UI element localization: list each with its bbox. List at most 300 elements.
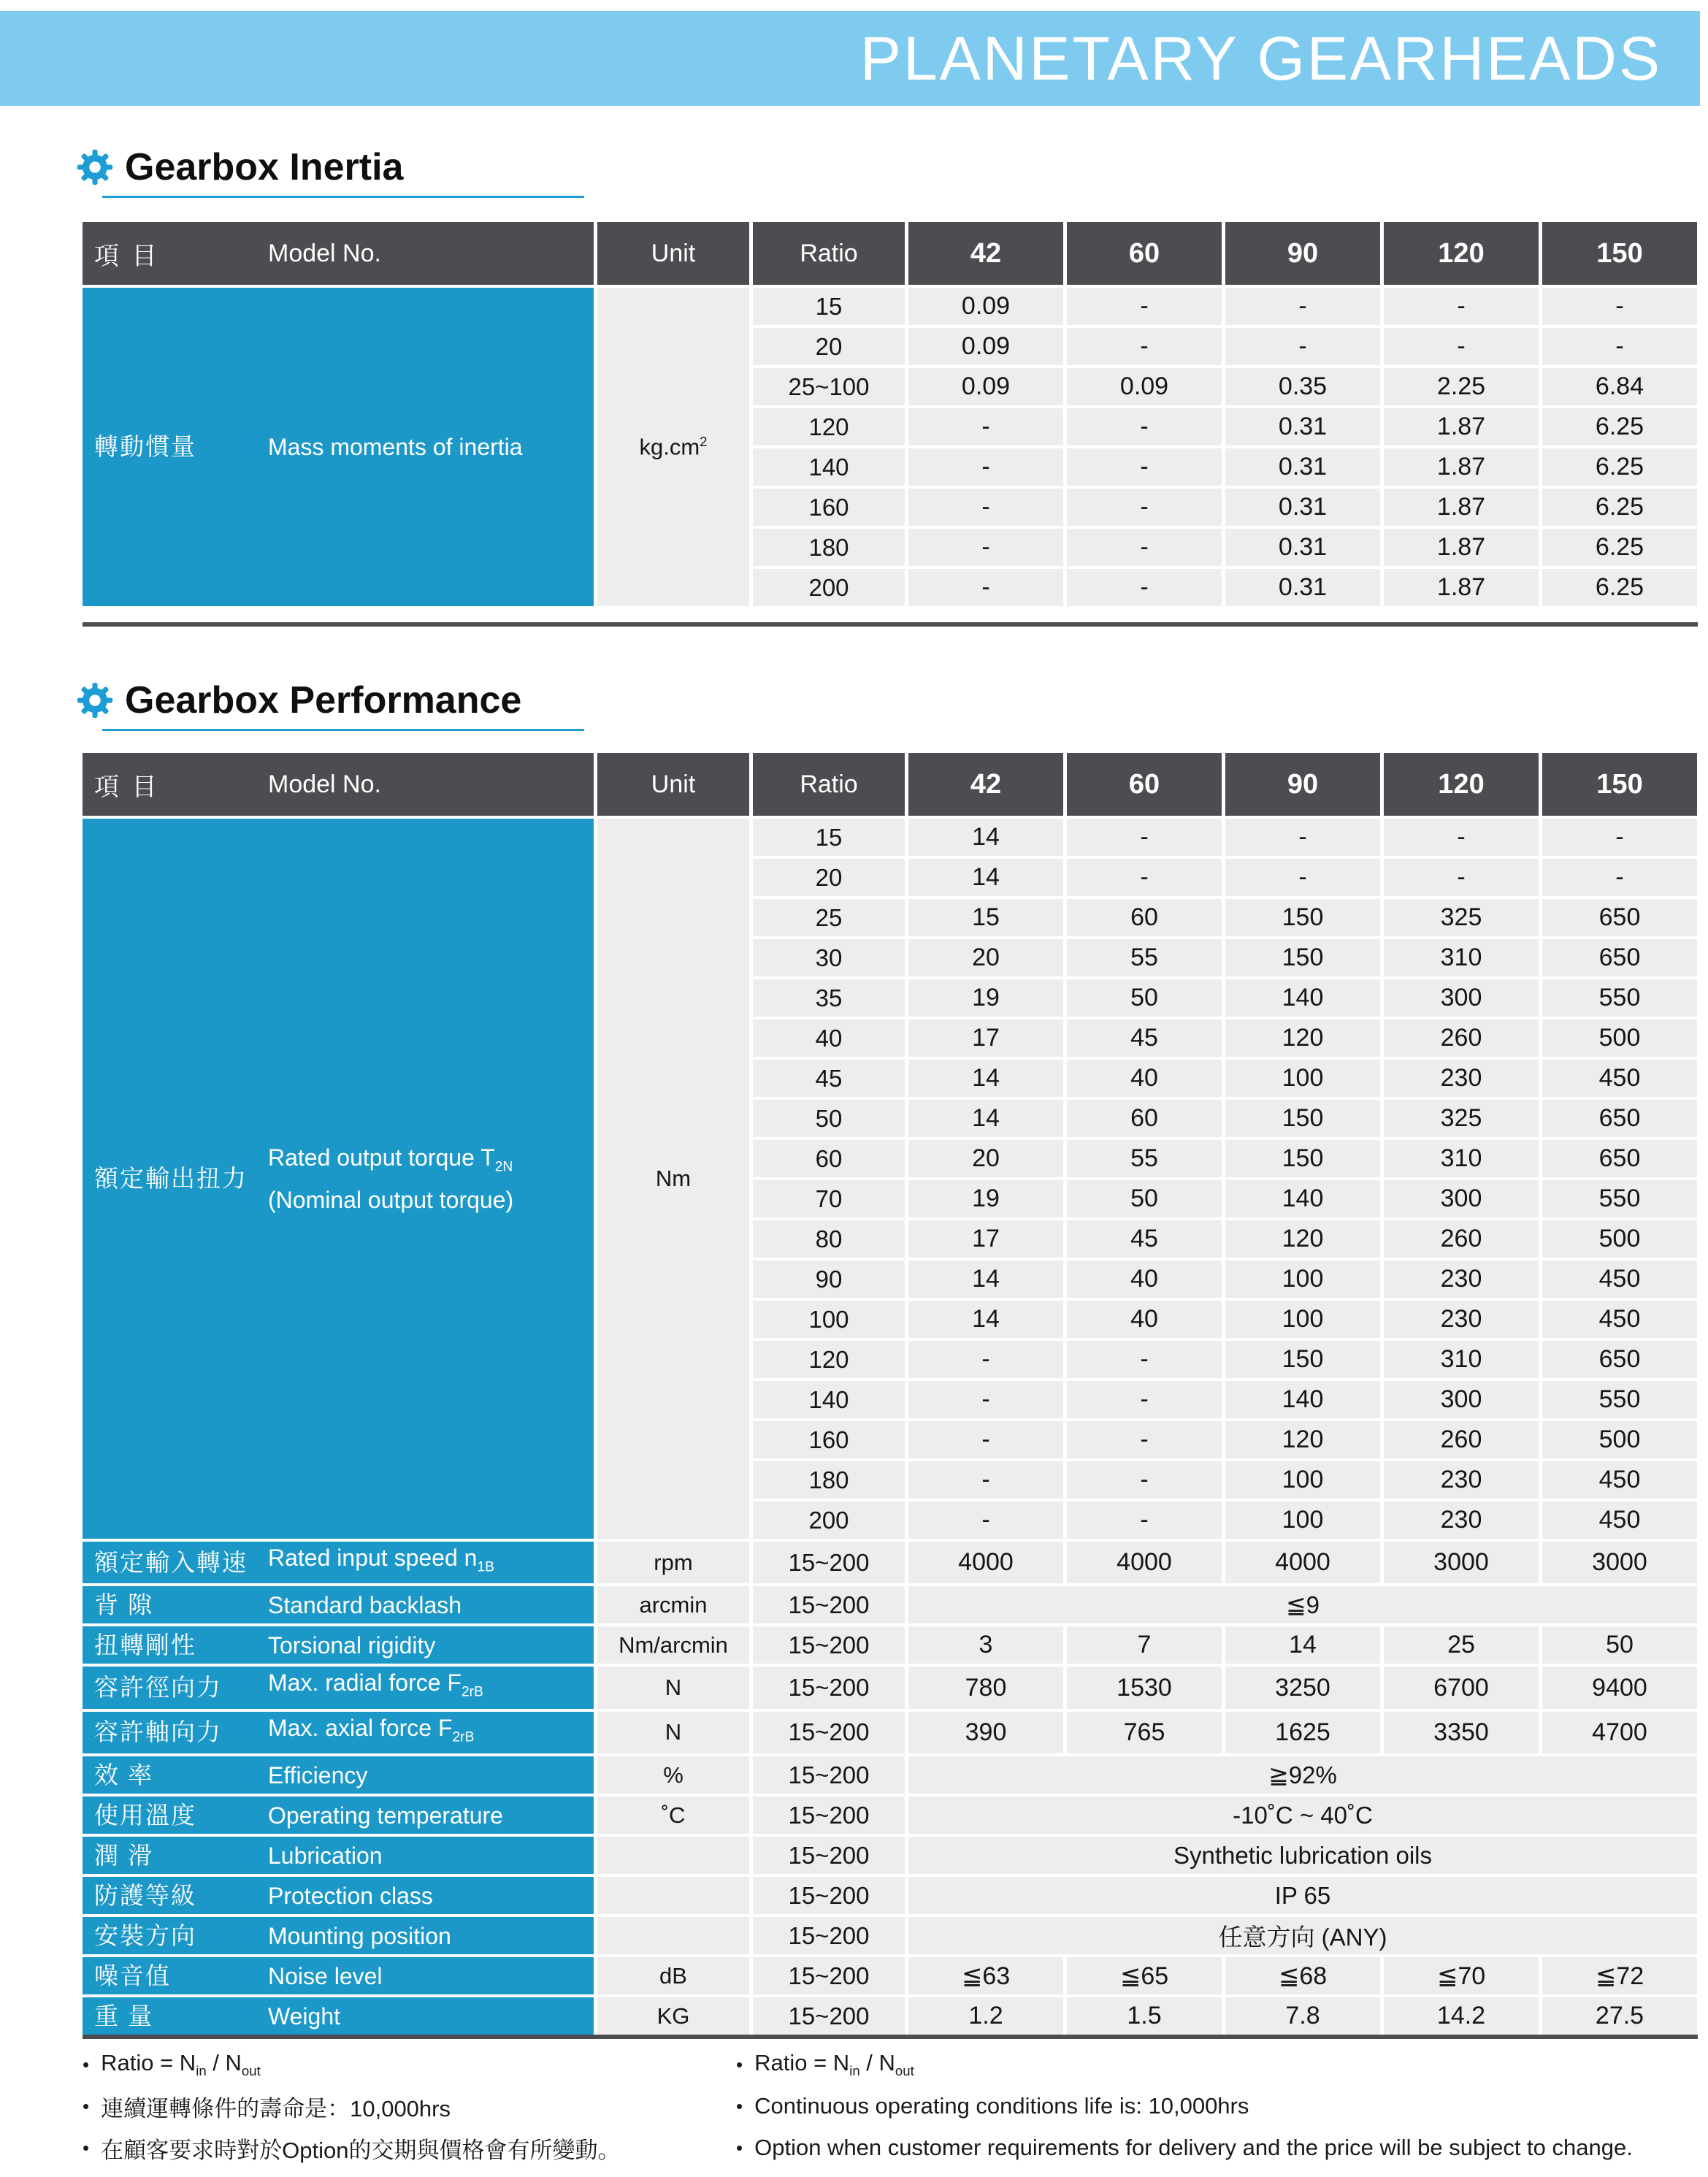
table-row: [83, 1542, 1697, 1583]
value-cell: 6700: [1384, 1667, 1539, 1708]
value-cell: 450: [1542, 1260, 1697, 1298]
value-cell: 14: [908, 819, 1063, 856]
ratio-cell: 15~200: [753, 1837, 905, 1874]
ratio-cell: 140: [753, 448, 905, 486]
row-label-en: Torsional rigidity: [268, 1631, 436, 1658]
footnote-text: Ratio = $N_{in} / N_{out}$: [101, 2049, 261, 2079]
unit-cell: N: [597, 1667, 749, 1708]
value-cell: 6.25: [1542, 408, 1697, 445]
value-cell: 14: [908, 1100, 1063, 1137]
row-label-zh: 噪音值: [94, 1962, 171, 1989]
row-label-en: Noise level: [268, 1962, 383, 1989]
value-cell: 230: [1384, 1461, 1539, 1499]
value-cell: 0.35: [1225, 368, 1380, 405]
header-size-150: 150: [1542, 753, 1697, 816]
ratio-cell: 15~200: [753, 1626, 905, 1664]
value-cell: 650: [1542, 939, 1697, 976]
unit-cell: [597, 1877, 749, 1914]
value-cell: -: [1225, 288, 1380, 325]
bullet-icon: •: [83, 2053, 90, 2075]
value-cell: 120: [1225, 1220, 1380, 1258]
value-cell: 450: [1542, 1501, 1697, 1539]
unit-cell: [597, 1917, 749, 1954]
value-cell: 4000: [908, 1542, 1063, 1583]
value-cell: 150: [1225, 899, 1380, 936]
value-cell: -: [1067, 819, 1222, 856]
value-cell: 55: [1067, 939, 1222, 976]
row-label-en: Rated output torque $T_{2N}$ (Nominal output torque): [268, 1144, 514, 1213]
footnote-line: [736, 2094, 1700, 2119]
row-label-en: Weight: [268, 2002, 341, 2029]
value-cell: -: [1067, 408, 1222, 445]
value-cell: 50: [1542, 1626, 1697, 1664]
ratio-cell: 15~200: [753, 1957, 905, 1994]
value-cell: ≦63: [908, 1957, 1063, 1994]
value-cell: 140: [1225, 1381, 1380, 1418]
value-cell: -: [908, 1341, 1063, 1378]
value-cell: 3350: [1384, 1712, 1539, 1753]
unit-cell: Nm/arcmin: [597, 1626, 749, 1664]
ratio-cell: 15~200: [753, 1756, 905, 1794]
value-cell: -: [1225, 859, 1380, 896]
header-size-60: 60: [1067, 753, 1222, 816]
unit-cell: %: [597, 1756, 749, 1794]
value-cell: 20: [908, 1140, 1063, 1177]
value-cell: -: [1542, 328, 1697, 365]
header-size-120: 120: [1384, 753, 1539, 816]
value-cell: 45: [1067, 1019, 1222, 1057]
ratio-cell: 20: [753, 328, 905, 365]
value-cell: 100: [1225, 1260, 1380, 1298]
row-label-zh: 安裝方向: [94, 1921, 196, 1949]
header-size-90: 90: [1225, 222, 1380, 285]
value-cell: 0.09: [908, 328, 1063, 365]
value-cell: 650: [1542, 1341, 1697, 1378]
row-label-cell: [83, 1712, 594, 1753]
value-cell: ≦65: [1067, 1957, 1222, 1994]
value-cell: 14: [908, 1260, 1063, 1298]
value-cell: 14: [908, 1301, 1063, 1338]
inertia-table-header: [83, 222, 1697, 285]
value-cell: 27.5: [1542, 1997, 1697, 2035]
inertia-table: [79, 219, 1701, 609]
value-cell: 325: [1384, 1100, 1539, 1137]
row-label-zh: 效 率: [94, 1761, 154, 1788]
row-label-zh: 潤 滑: [94, 1841, 154, 1869]
ratio-cell: 160: [753, 489, 905, 526]
table-row: [83, 1957, 1697, 1994]
performance-table-body: [83, 819, 1697, 2035]
section-title-performance: Gearbox Performance: [125, 679, 522, 722]
header-ratio: Ratio: [753, 753, 905, 816]
value-cell: 140: [1225, 1180, 1380, 1217]
value-cell: 0.31: [1225, 408, 1380, 445]
value-cell: -: [1067, 859, 1222, 896]
inertia-table-body: [83, 288, 1697, 606]
value-cell: 300: [1384, 979, 1539, 1017]
header-size-120: 120: [1384, 222, 1539, 285]
ratio-cell: 120: [753, 408, 905, 445]
table-row: [83, 819, 1697, 856]
merged-value-cell: ≧92%: [908, 1756, 1697, 1794]
ratio-cell: 15~200: [753, 1667, 905, 1708]
header-item-label: 項 目: [94, 773, 160, 801]
footnotes-right: [736, 2049, 1700, 2177]
row-label-zh: 背 隙: [94, 1591, 154, 1618]
value-cell: 55: [1067, 1140, 1222, 1177]
unit-cell: KG: [597, 1997, 749, 2035]
page-title: PLANETARY GEARHEADS: [859, 23, 1662, 93]
row-label-cell: [83, 1997, 594, 2035]
section-title-inertia: Gearbox Inertia: [125, 146, 404, 188]
value-cell: 390: [908, 1712, 1063, 1753]
footnote-line: [83, 2094, 725, 2119]
ratio-cell: 120: [753, 1341, 905, 1378]
value-cell: -: [1542, 859, 1697, 896]
header-size-60: 60: [1067, 222, 1222, 285]
table-row: [83, 1917, 1697, 1954]
unit-cell: rpm: [597, 1542, 749, 1583]
value-cell: -: [1384, 288, 1539, 325]
row-label-en: Mass moments of inertia: [268, 434, 523, 460]
value-cell: 6.25: [1542, 529, 1697, 566]
value-cell: 1.87: [1384, 569, 1539, 606]
table-row: [83, 1797, 1697, 1834]
row-label-en: Protection class: [268, 1882, 433, 1909]
value-cell: -: [1067, 489, 1222, 526]
row-label-zh: 額定輸入轉速: [94, 1548, 248, 1576]
header-unit: Unit: [597, 753, 749, 816]
value-cell: 19: [908, 1180, 1063, 1217]
ratio-cell: 15~200: [753, 1586, 905, 1623]
value-cell: 0.09: [908, 288, 1063, 325]
section-underline: [102, 729, 584, 731]
value-cell: 40: [1067, 1301, 1222, 1338]
row-label-en: Max. radial force $F_{2rB}$: [268, 1669, 483, 1700]
value-cell: 17: [908, 1019, 1063, 1057]
row-label-en: Rated input speed $n_{1B}$: [268, 1545, 494, 1575]
value-cell: 230: [1384, 1301, 1539, 1338]
bullet-icon: •: [83, 2136, 90, 2159]
ratio-cell: 90: [753, 1260, 905, 1298]
row-label-en: Lubrication: [268, 1842, 383, 1869]
row-label-cell: [83, 1667, 594, 1708]
ratio-cell: 100: [753, 1301, 905, 1338]
value-cell: 4000: [1067, 1542, 1222, 1583]
value-cell: 60: [1067, 899, 1222, 936]
table-row: [83, 1626, 1697, 1664]
value-cell: 500: [1542, 1421, 1697, 1458]
header-size-42: 42: [908, 222, 1063, 285]
ratio-cell: 15~200: [753, 1877, 905, 1914]
value-cell: 19: [908, 979, 1063, 1017]
row-label-cell: [83, 1542, 594, 1583]
value-cell: 780: [908, 1667, 1063, 1708]
value-cell: 230: [1384, 1060, 1539, 1097]
ratio-cell: 15~200: [753, 1997, 905, 2035]
header-ratio: Ratio: [753, 222, 905, 285]
value-cell: -: [908, 489, 1063, 526]
footnote-line: [736, 2135, 1700, 2160]
header-model-label: Model No.: [268, 770, 381, 798]
value-cell: 100: [1225, 1060, 1380, 1097]
footnote-text: Ratio = $N_{in} / N_{out}$: [754, 2049, 914, 2079]
row-label-zh: 使用溫度: [94, 1801, 196, 1829]
value-cell: 14: [908, 1060, 1063, 1097]
unit-cell: ˚C: [597, 1797, 749, 1834]
value-cell: -: [1067, 1421, 1222, 1458]
value-cell: -: [1384, 819, 1539, 856]
value-cell: 310: [1384, 939, 1539, 976]
row-label-en: Standard backlash: [268, 1591, 462, 1618]
value-cell: 230: [1384, 1260, 1539, 1298]
row-label-cell: [83, 1957, 594, 1994]
performance-table: [79, 750, 1701, 2038]
value-cell: 260: [1384, 1220, 1539, 1258]
table-row: [83, 1997, 1697, 2035]
row-label-en: Max. axial force $F_{2rB}$: [268, 1714, 475, 1745]
row-label-cell: [83, 1756, 594, 1794]
value-cell: 310: [1384, 1140, 1539, 1177]
ratio-cell: 15~200: [753, 1712, 905, 1753]
value-cell: -: [908, 569, 1063, 606]
unit-cell: [597, 1837, 749, 1874]
ratio-cell: 15: [753, 288, 905, 325]
bullet-icon: •: [83, 2094, 90, 2117]
ratio-cell: 30: [753, 939, 905, 976]
row-label-cell: [83, 1797, 594, 1834]
header-item-model: [83, 753, 594, 816]
ratio-cell: 15~200: [753, 1542, 905, 1583]
merged-value-cell: -10˚C ~ 40˚C: [908, 1797, 1697, 1834]
ratio-cell: 140: [753, 1381, 905, 1418]
ratio-cell: 200: [753, 1501, 905, 1539]
ratio-cell: 20: [753, 859, 905, 896]
ratio-cell: 200: [753, 569, 905, 606]
value-cell: ≦70: [1384, 1957, 1539, 1994]
header-size-42: 42: [908, 753, 1063, 816]
header-item-model: [83, 222, 594, 285]
value-cell: 1.5: [1067, 1997, 1222, 2035]
value-cell: 150: [1225, 1100, 1380, 1137]
row-label-zh: 容許軸向力: [94, 1718, 222, 1746]
gear-icon: [77, 682, 113, 719]
value-cell: 4700: [1542, 1712, 1697, 1753]
header-item-label: 項 目: [94, 242, 160, 270]
footnote-text: Continuous operating conditions life is: 10,000hrs: [754, 2093, 1249, 2119]
value-cell: 100: [1225, 1301, 1380, 1338]
ratio-cell: 15~200: [753, 1917, 905, 1954]
value-cell: -: [908, 1501, 1063, 1539]
value-cell: -: [1067, 529, 1222, 566]
ratio-cell: 160: [753, 1421, 905, 1458]
value-cell: -: [1067, 1341, 1222, 1378]
table-row: [83, 1877, 1697, 1914]
value-cell: 9400: [1542, 1667, 1697, 1708]
value-cell: 25: [1384, 1626, 1539, 1664]
header-size-90: 90: [1225, 753, 1380, 816]
value-cell: 1.87: [1384, 408, 1539, 445]
row-label-zh: 扭轉剛性: [94, 1631, 196, 1658]
row-label-cell: [83, 1917, 594, 1954]
value-cell: 150: [1225, 1140, 1380, 1177]
value-cell: ≦68: [1225, 1957, 1380, 1994]
ratio-cell: 45: [753, 1060, 905, 1097]
divider-rule-1: [83, 622, 1698, 627]
value-cell: 300: [1384, 1381, 1539, 1418]
value-cell: 20: [908, 939, 1063, 976]
value-cell: 45: [1067, 1220, 1222, 1258]
value-cell: 1.87: [1384, 529, 1539, 566]
value-cell: 0.31: [1225, 489, 1380, 526]
page-banner: [0, 11, 1700, 106]
value-cell: 260: [1384, 1019, 1539, 1057]
value-cell: 550: [1542, 1381, 1697, 1418]
value-cell: 2.25: [1384, 368, 1539, 405]
value-cell: 1.87: [1384, 448, 1539, 486]
table-row: [83, 288, 1697, 325]
row-label-zh: 容許徑向力: [94, 1674, 222, 1702]
unit-cell: N: [597, 1712, 749, 1753]
value-cell: -: [1384, 859, 1539, 896]
value-cell: 15: [908, 899, 1063, 936]
value-cell: 14.2: [1384, 1997, 1539, 2035]
bullet-icon: •: [736, 2136, 743, 2159]
value-cell: 120: [1225, 1019, 1380, 1057]
value-cell: -: [1384, 328, 1539, 365]
value-cell: 450: [1542, 1301, 1697, 1338]
value-cell: 500: [1542, 1019, 1697, 1057]
ratio-cell: 70: [753, 1180, 905, 1217]
value-cell: 150: [1225, 939, 1380, 976]
value-cell: 100: [1225, 1461, 1380, 1499]
value-cell: 14: [1225, 1626, 1380, 1664]
value-cell: 3250: [1225, 1667, 1380, 1708]
value-cell: -: [1067, 1501, 1222, 1539]
value-cell: 500: [1542, 1220, 1697, 1258]
ratio-cell: 180: [753, 1461, 905, 1499]
bullet-icon: •: [736, 2094, 743, 2117]
value-cell: 50: [1067, 1180, 1222, 1217]
value-cell: -: [908, 448, 1063, 486]
value-cell: 0.31: [1225, 569, 1380, 606]
value-cell: 0.09: [1067, 368, 1222, 405]
unit-cell: dB: [597, 1957, 749, 1994]
value-cell: 6.25: [1542, 489, 1697, 526]
value-cell: 3000: [1542, 1542, 1697, 1583]
value-cell: -: [1067, 288, 1222, 325]
table-row: [83, 1756, 1697, 1794]
value-cell: 120: [1225, 1421, 1380, 1458]
row-label-cell: [83, 1586, 594, 1623]
section-header-performance: [77, 678, 521, 723]
row-label-cell: [83, 1877, 594, 1914]
value-cell: 100: [1225, 1501, 1380, 1539]
value-cell: -: [908, 1381, 1063, 1418]
table-row: [83, 1667, 1697, 1708]
value-cell: -: [908, 1461, 1063, 1499]
unit-cell: $kg.cm^2$: [597, 288, 749, 606]
value-cell: -: [1067, 1461, 1222, 1499]
value-cell: 450: [1542, 1060, 1697, 1097]
footnote-text: Option when customer requirements for delivery and the price will be subject to change.: [754, 2135, 1633, 2160]
footnote-text: 連續運轉條件的壽命是：10,000hrs: [101, 2095, 451, 2121]
footnotes-left: [83, 2049, 725, 2177]
section-header-inertia: [77, 145, 403, 190]
ratio-cell: 35: [753, 979, 905, 1017]
bullet-icon: •: [736, 2053, 743, 2075]
row-label-en: Efficiency: [268, 1761, 368, 1788]
performance-table-header: [83, 753, 1697, 816]
row-label-en: Mounting position: [268, 1922, 451, 1949]
header-size-150: 150: [1542, 222, 1697, 285]
footnote-text: 在顧客要求時對於Option的交期與價格會有所變動。: [101, 2137, 621, 2163]
value-cell: -: [1542, 288, 1697, 325]
row-label-en: Operating temperature: [268, 1802, 503, 1829]
gear-icon: [77, 149, 113, 185]
value-cell: 650: [1542, 1100, 1697, 1137]
ratio-cell: 25~100: [753, 368, 905, 405]
value-cell: -: [1067, 1381, 1222, 1418]
value-cell: 450: [1542, 1461, 1697, 1499]
value-cell: 230: [1384, 1501, 1539, 1539]
footnote-line: [736, 2049, 1700, 2079]
footnote-line: [83, 2049, 725, 2079]
merged-value-cell: ≦9: [908, 1586, 1697, 1623]
value-cell: -: [1067, 448, 1222, 486]
ratio-cell: 180: [753, 529, 905, 566]
header-model-label: Model No.: [268, 239, 381, 267]
ratio-cell: 40: [753, 1019, 905, 1057]
value-cell: 300: [1384, 1180, 1539, 1217]
row-label-zh: 額定輸出扭力: [94, 1164, 248, 1192]
value-cell: -: [1067, 569, 1222, 606]
value-cell: 3000: [1384, 1542, 1539, 1583]
row-label-cell: [83, 1626, 594, 1664]
ratio-cell: 80: [753, 1220, 905, 1258]
value-cell: 550: [1542, 1180, 1697, 1217]
row-label-zh: 防護等級: [94, 1881, 196, 1909]
ratio-cell: 50: [753, 1100, 905, 1137]
value-cell: -: [1225, 819, 1380, 856]
value-cell: 260: [1384, 1421, 1539, 1458]
row-label-zh: 重 量: [94, 2002, 154, 2029]
value-cell: 60: [1067, 1100, 1222, 1137]
value-cell: 650: [1542, 899, 1697, 936]
merged-value-cell: Synthetic lubrication oils: [908, 1837, 1697, 1874]
unit-cell: arcmin: [597, 1586, 749, 1623]
value-cell: 550: [1542, 979, 1697, 1017]
row-label-zh: 轉動慣量: [94, 433, 196, 460]
row-label-cell: [83, 819, 594, 1539]
value-cell: 0.09: [908, 368, 1063, 405]
value-cell: -: [908, 1421, 1063, 1458]
merged-value-cell: IP 65: [908, 1877, 1697, 1914]
value-cell: 6.84: [1542, 368, 1697, 405]
value-cell: 1625: [1225, 1712, 1380, 1753]
value-cell: 14: [908, 859, 1063, 896]
table-row: [83, 1837, 1697, 1874]
value-cell: 50: [1067, 979, 1222, 1017]
value-cell: 40: [1067, 1260, 1222, 1298]
value-cell: 150: [1225, 1341, 1380, 1378]
ratio-cell: 60: [753, 1140, 905, 1177]
value-cell: 0.31: [1225, 529, 1380, 566]
value-cell: ≦72: [1542, 1957, 1697, 1994]
value-cell: 17: [908, 1220, 1063, 1258]
value-cell: 7: [1067, 1626, 1222, 1664]
section-underline: [102, 196, 584, 198]
